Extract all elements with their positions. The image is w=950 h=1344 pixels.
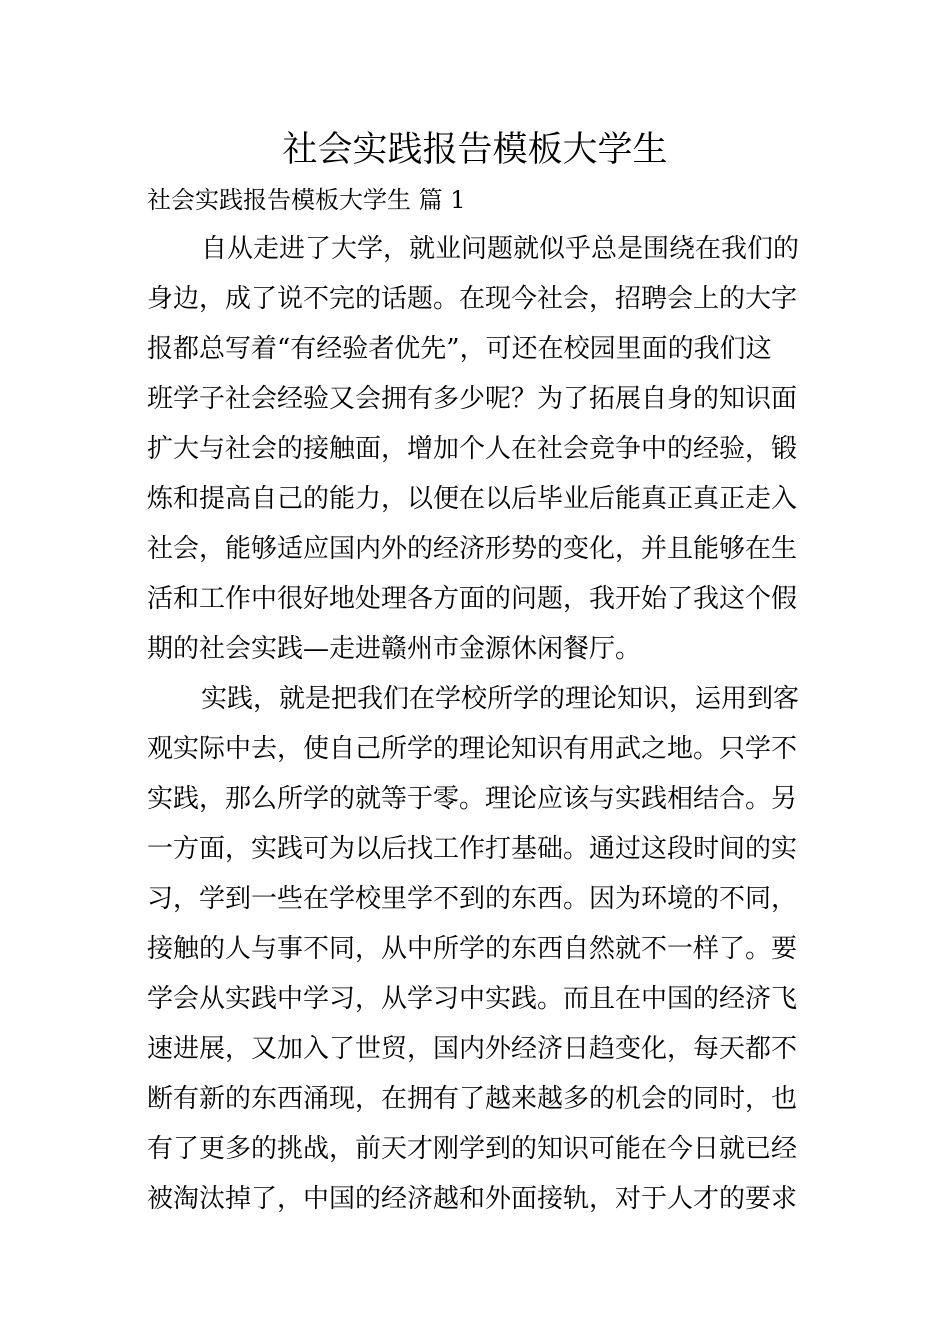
- paragraph-2-line-6: 接触的人与事不同，从中所学的东西自然就不一样了。要: [147, 934, 798, 964]
- paragraph-2-line-7: 学会从实践中学习，从学习中实践。而且在中国的经济飞: [147, 984, 798, 1014]
- paragraph-1-line-5: 扩大与社会的接触面，增加个人在社会竞争中的经验，锻: [147, 434, 798, 464]
- document-title: 社会实践报告模板大学生: [282, 130, 668, 170]
- paragraph-2-line-11: 被淘汰掉了，中国的经济越和外面接轨，对于人才的要求: [147, 1184, 798, 1214]
- paragraph-1-line-3: 报都总写着“有经验者优先”，可还在校园里面的我们这: [147, 334, 772, 364]
- paragraph-2-line-8: 速进展，又加入了世贸，国内外经济日趋变化，每天都不: [147, 1034, 798, 1064]
- paragraph-2-line-3: 实践，那么所学的就等于零。理论应该与实践相结合。另: [147, 784, 798, 814]
- paragraph-2-line-9: 断有新的东西涌现，在拥有了越来越多的机会的同时，也: [147, 1084, 798, 1114]
- paragraph-1-line-6: 炼和提高自己的能力，以便在以后毕业后能真正真正走入: [147, 484, 798, 514]
- paragraph-1-line-9: 期的社会实践—走进赣州市金源休闲餐厅。: [147, 634, 642, 664]
- paragraph-2-line-10: 有了更多的挑战，前天才刚学到的知识可能在今日就已经: [147, 1134, 798, 1164]
- paragraph-1-line-7: 社会，能够适应国内外的经济形势的变化，并且能够在生: [147, 534, 798, 564]
- paragraph-1-line-2: 身边，成了说不完的话题。在现今社会，招聘会上的大字: [147, 284, 798, 314]
- paragraph-1-line-4: 班学子社会经验又会拥有多少呢？为了拓展自身的知识面: [147, 384, 798, 414]
- paragraph-1-line-1: 自从走进了大学，就业问题就似乎总是围绕在我们的: [201, 234, 800, 264]
- paragraph-2-line-2: 观实际中去，使自己所学的理论知识有用武之地。只学不: [147, 734, 798, 764]
- paragraph-2-line-1: 实践，就是把我们在学校所学的理论知识，运用到客: [201, 684, 800, 714]
- paragraph-2-line-5: 习，学到一些在学校里学不到的东西。因为环境的不同，: [147, 884, 798, 914]
- paragraph-2-line-4: 一方面，实践可为以后找工作打基础。通过这段时间的实: [147, 834, 798, 864]
- section-heading: 社会实践报告模板大学生 篇 1: [147, 186, 466, 214]
- paragraph-1-line-8: 活和工作中很好地处理各方面的问题，我开始了我这个假: [147, 584, 798, 614]
